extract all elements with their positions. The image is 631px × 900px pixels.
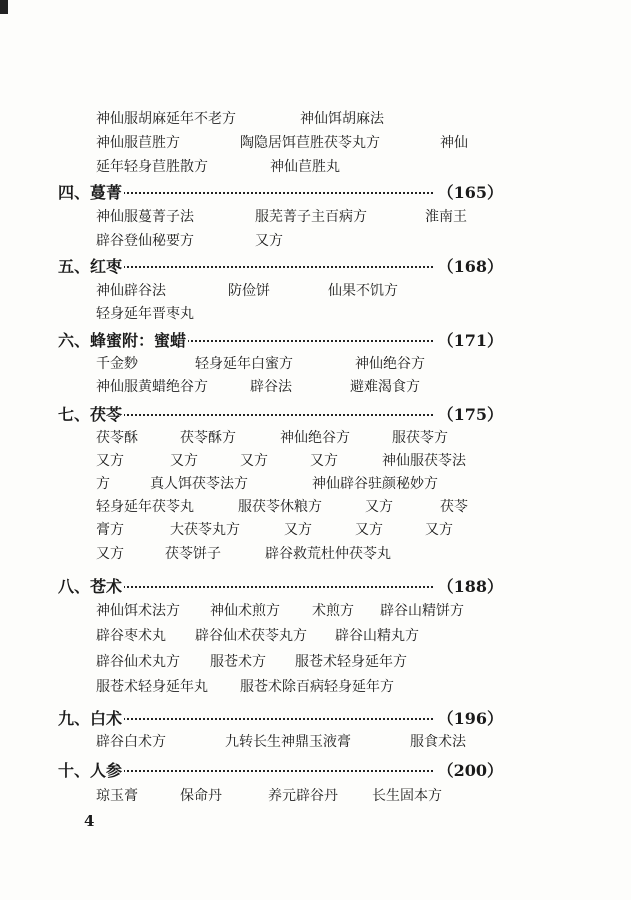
toc-entry: 服苍术轻身延年方 — [295, 654, 407, 670]
toc-entry: 神仙绝谷方 — [355, 356, 425, 372]
toc-entry: 防俭饼 — [228, 283, 270, 299]
toc-entry: 辟谷枣术丸 — [96, 628, 166, 644]
toc-entry: 辟谷法 — [250, 379, 292, 395]
toc-entry: 神仙苣胜丸 — [270, 159, 340, 175]
toc-entry: 又方 — [365, 499, 393, 515]
section-heading: 八、苍术 （188） — [58, 574, 503, 596]
toc-entry: 保命丹 — [180, 788, 222, 804]
section-heading: 十、人参 （200） — [58, 758, 503, 780]
page-ref: （200） — [434, 758, 503, 781]
toc-entry: 神仙饵术法方 — [96, 603, 180, 619]
toc-entry: 轻身延年晋枣丸 — [96, 306, 194, 322]
toc-entry: 茯苓饼子 — [165, 546, 221, 562]
page-ref: （171） — [434, 328, 503, 351]
toc-entry: 又方 — [96, 453, 124, 469]
toc-entry: 服苍术轻身延年丸 — [96, 679, 208, 695]
toc-entry: 淮南王 — [425, 209, 467, 225]
toc-entry: 又方 — [284, 522, 312, 538]
toc-entry: 神仙饵胡麻法 — [300, 111, 384, 127]
toc-entry: 神仙服胡麻延年不老方 — [96, 111, 236, 127]
toc-entry: 又方 — [425, 522, 453, 538]
page-ref: （168） — [434, 254, 503, 277]
toc-entry: 又方 — [240, 453, 268, 469]
toc-entry: 神仙绝谷方 — [280, 430, 350, 446]
page-ref: （188） — [434, 574, 503, 597]
toc-entry: 茯苓 — [440, 499, 468, 515]
page-ref: （175） — [434, 402, 503, 425]
toc-entry: 琼玉膏 — [96, 788, 138, 804]
toc-entry: 神仙 — [440, 135, 468, 151]
scan-mark — [0, 0, 8, 14]
toc-entry: 延年轻身苣胜散方 — [96, 159, 208, 175]
toc-entry: 神仙术煎方 — [210, 603, 280, 619]
section-heading: 七、茯苓 （175） — [58, 402, 503, 424]
toc-entry: 又方 — [96, 546, 124, 562]
toc-entry: 又方 — [170, 453, 198, 469]
toc-entry: 神仙辟谷驻颜秘妙方 — [312, 476, 438, 492]
toc-entry: 神仙辟谷法 — [96, 283, 166, 299]
toc-entry: 方 — [96, 476, 110, 492]
toc-entry: 辟谷登仙秘要方 — [96, 233, 194, 249]
toc-entry: 茯苓酥方 — [180, 430, 236, 446]
toc-entry: 神仙服黄蜡绝谷方 — [96, 379, 208, 395]
section-heading: 五、红枣 （168） — [58, 254, 503, 276]
toc-entry: 又方 — [255, 233, 283, 249]
page-ref: （165） — [434, 180, 503, 203]
toc-entry: 陶隐居饵苣胜茯苓丸方 — [240, 135, 380, 151]
toc-entry: 辟谷山精丸方 — [335, 628, 419, 644]
section-heading: 四、蔓菁 （165） — [58, 180, 503, 202]
toc-entry: 大茯苓丸方 — [170, 522, 240, 538]
toc-entry: 又方 — [355, 522, 383, 538]
toc-entry: 养元辟谷丹 — [268, 788, 338, 804]
toc-entry: 长生固本方 — [372, 788, 442, 804]
toc-entry: 辟谷仙术茯苓丸方 — [195, 628, 307, 644]
toc-entry: 避难渴食方 — [350, 379, 420, 395]
toc-entry: 辟谷山精饼方 — [380, 603, 464, 619]
toc-entry: 辟谷白术方 — [96, 734, 166, 750]
toc-entry: 真人饵茯苓法方 — [150, 476, 248, 492]
toc-entry: 轻身延年白蜜方 — [195, 356, 293, 372]
toc-entry: 服茯苓休粮方 — [238, 499, 322, 515]
toc-entry: 茯苓酥 — [96, 430, 138, 446]
section-heading: 六、蜂蜜附：蜜蜡 （171） — [58, 328, 503, 350]
toc-entry: 千金麨 — [96, 356, 138, 372]
toc-entry: 神仙服蔓菁子法 — [96, 209, 194, 225]
toc-entry: 九转长生神鼎玉液膏 — [225, 734, 351, 750]
toc-entry: 辟谷仙术丸方 — [96, 654, 180, 670]
toc-entry: 服茯苓方 — [392, 430, 448, 446]
toc-entry: 又方 — [310, 453, 338, 469]
toc-entry: 轻身延年茯苓丸 — [96, 499, 194, 515]
page-ref: （196） — [434, 706, 503, 729]
toc-entry: 服芜菁子主百病方 — [255, 209, 367, 225]
toc-entry: 服食术法 — [410, 734, 466, 750]
toc-entry: 辟谷救荒杜仲茯苓丸 — [265, 546, 391, 562]
page-number: 4 — [84, 812, 95, 830]
toc-entry: 术煎方 — [312, 603, 354, 619]
toc-entry: 仙果不饥方 — [328, 283, 398, 299]
toc-entry: 服苍术除百病轻身延年方 — [240, 679, 394, 695]
toc-entry: 服苍术方 — [210, 654, 266, 670]
section-heading: 九、白术 （196） — [58, 706, 503, 728]
toc-entry: 神仙服苣胜方 — [96, 135, 180, 151]
toc-entry: 膏方 — [96, 522, 124, 538]
toc-entry: 神仙服茯苓法 — [382, 453, 466, 469]
